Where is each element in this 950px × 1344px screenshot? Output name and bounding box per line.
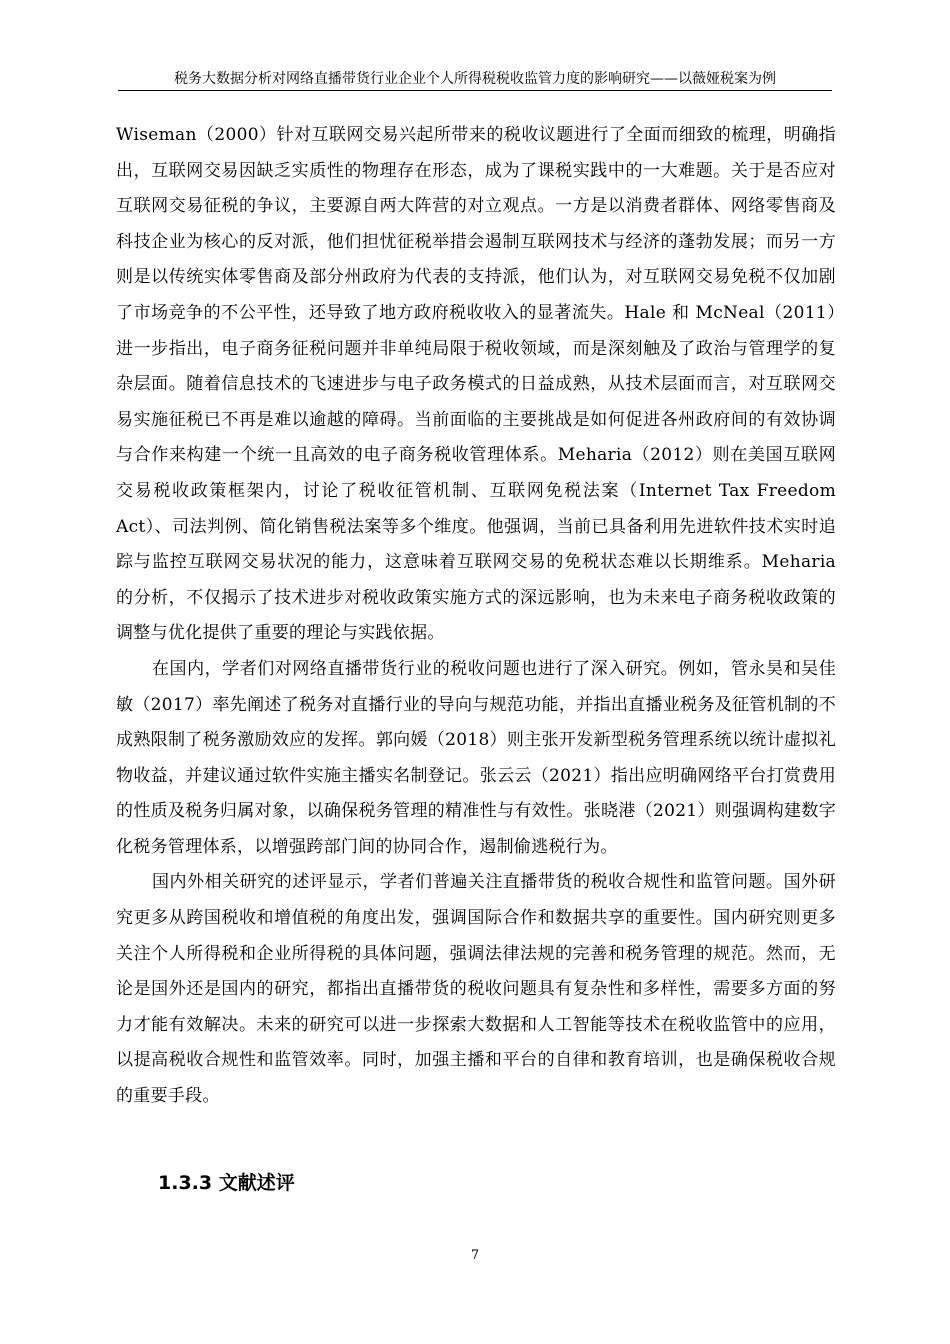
paragraph-review-summary: 国内外相关研究的述评显示，学者们普遍关注直播带货的税收合规性和监管问题。国外研究更多从跨国税收和增值税的角度出发，强调国际合作和数据共享的重要性。国内研究则更多关注个人所得税和企业所得税的具体问题，强调法律法规的完善和税务管理的规范。然而，无论是国外还是国内的研究，都指出直播带货的税收问题具有复杂性和多样性，需要多方面的努力才能有效解决。未来的研究可以进一步探索大数据和人工智能等技术在税收监管中的应用，以提高税收合规性和监管效率。同时，加强主播和平台的自律和教育培训，也是确保税收合规的重要手段。 — [116, 872, 836, 1107]
paragraph-foreign-research: Wiseman（2000）针对互联网交易兴起所带来的税收议题进行了全面而细致的梳理，明确指出，互联网交易因缺乏实质性的物理存在形态，成为了课税实践中的一大难题。关于是否应对互联网交易征税的争议，主要源自两大阵营的对立观点。一方是以消费者群体、网络零售商及科技企业为核心的反对派，他们担忧征税举措会遏制互联网技术与经济的蓬勃发展；而另一方则是以传统实体零售商及部分州政府为代表的支持派，他们认为，对互联网交易免税不仅加剧了市场竞争的不公平性，还导致了地方政府税收收入的显著流失。Hale 和 McNeal（2011）进一步指出，电子商务征税问题并非单纯局限于税收领域，而是深刻触及了政治与管理学的复杂层面。随着信息技术的飞速进步与电子政务模式的日益成熟，从技术层面而言，对互联网交易实施征税已不再是难以逾越的障碍。当前面临的主要挑战是如何促进各州政府间的有效协调与合作来构建一个统一且高效的电子商务税收管理体系。Meharia（2012）则在美国互联网交易税收政策框架内，讨论了税收征管机制、互联网免税法案（Internet Tax Freedom Act）、司法判例、简化销售税法案等多个维度。他强调，当前已具备利用先进软件技术实时追踪与监控互联网交易状况的能力，这意味着互联网交易的免税状态难以长期维系。Meharia 的分析，不仅揭示了技术进步对税收政策实施方式的深远影响，也为未来电子商务税收政策的调整与优化提供了重要的理论与实践依据。 — [116, 125, 836, 644]
body-text — [116, 118, 836, 1115]
paragraph-domestic-research: 在国内，学者们对网络直播带货行业的税收问题也进行了深入研究。例如，管永昊和吴佳敏（2017）率先阐述了税务对直播行业的导向与规范功能，并指出直播业税务及征管机制的不成熟限制了税务激励效应的发挥。郭向媛（2018）则主张开发新型税务管理系统以统计虚拟礼物收益，并建议通过软件实施主播实名制登记。张云云（2021）指出应明确网络平台打赏费用的性质及税务归属对象，以确保税务管理的精准性与有效性。张晓港（2021）则强调构建数字化税务管理体系，以增强跨部门间的协同合作，遏制偷逃税行为。 — [116, 658, 836, 857]
running-header: 税务大数据分析对网络直播带货行业企业个人所得税税收监管力度的影响研究——以薇娅税案为例 — [174, 71, 776, 87]
section-heading: 1.3.3 文献述评 — [158, 1172, 295, 1194]
header-divider — [118, 90, 832, 91]
page-number: 7 — [470, 1248, 480, 1263]
